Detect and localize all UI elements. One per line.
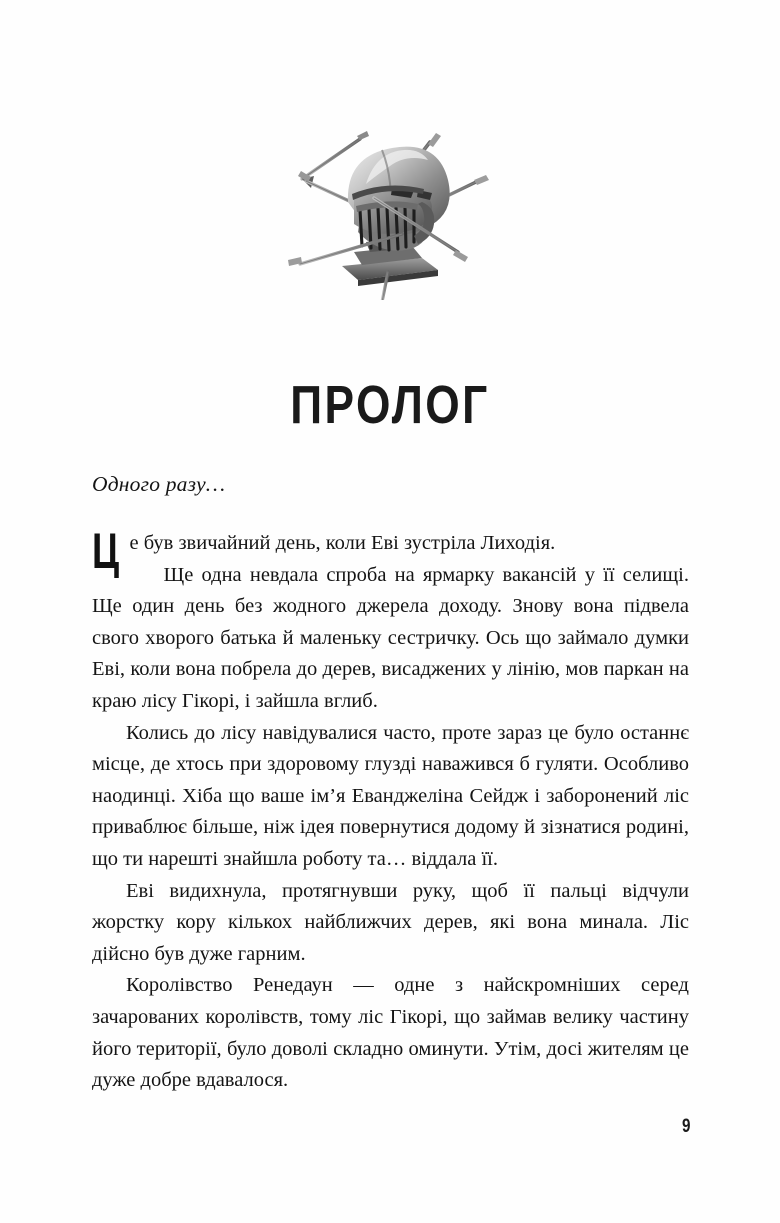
drop-cap: Ц: [92, 523, 120, 580]
paragraph-5: Королівство Ренедаун — одне з найскромніших серед зачарованих королівств, тому ліс Гікорі, що займав велику частину його території, було доволі складно оминути. Утім, досі жителям це дуже добре вдавалося.: [92, 974, 689, 1092]
paragraph-1: [92, 523, 689, 580]
chapter-title: ПРОЛОГ: [290, 375, 490, 436]
epigraph: Одного разу…: [92, 472, 226, 496]
paragraph-2: Ще одна невдала спроба на ярмарку вакансій у її селищі. Ще один день без жодного джерела доходу. Знову вона підвела свого хворого батька й маленьку сестричку. Ось що займало думки Еві, коли вона побрела до дерев, висаджених у лінію, мов паркан на краю лісу Гікорі, і зайшла вглиб.: [92, 563, 689, 712]
prose-container: [92, 523, 689, 1097]
page-number: 9: [682, 1116, 691, 1137]
knight-helmet-pierced-by-arrows-illustration: [262, 124, 520, 300]
paragraph-3: Колись до лісу навідувалися часто, проте зараз це було останнє місце, де хтось при здоровому глузді наважився б гуляти. Особливо наодинці. Хіба що ваше ім’я Еванджеліна Сейдж і заборонений ліс приваблює більше, ніж ідея повернутися додому й зізнатися родині, що ти нарешті знайшла роботу та… віддала її.: [92, 721, 689, 870]
body-text-block: [92, 470, 689, 1097]
paragraph-1-text: е був звичайний день, коли Еві зустріла Лиходія.: [129, 532, 556, 555]
paragraph-4: Еві видихнула, протягнувши руку, щоб її пальці відчули жорстку кору кількох найближчих дерев, які вона минала. Ліс дійсно був дуже гарним.: [92, 879, 689, 965]
